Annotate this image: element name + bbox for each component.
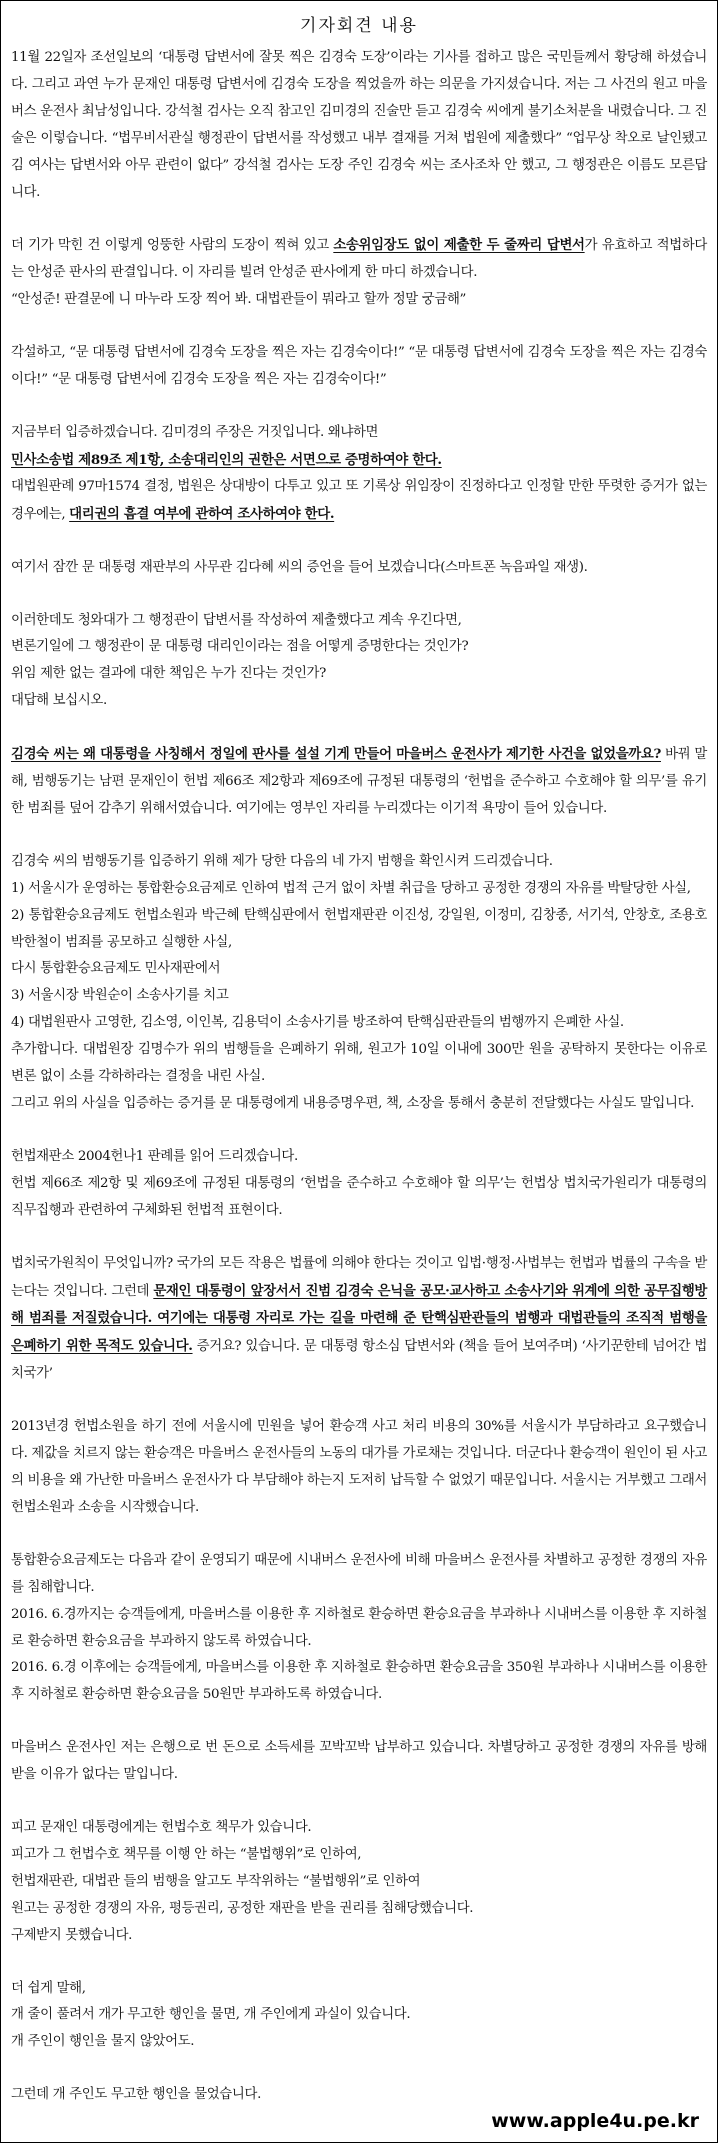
paragraph-fare-after: 2016. 6.경 이후에는 승객들에게, 마을버스를 이용한 후 지하철로 환승하면 환승요금을 350원 부과하나 시내버스를 이용한 후 지하철로 환승하면 환승요금을 50원만 부과하도록 하였습니다. bbox=[11, 1660, 707, 1703]
precedent-citation: 대법원판례 97마1574 결정, 법원은 상대방이 다투고 있고 또 기록상 위임장이 진정하다고 인정할 만한 뚜렷한 증거가 없는 경우에는, 대리권의 흠결 여부에 관하여 조사하여야 한다. bbox=[11, 478, 707, 522]
paragraph-taxes: 마을버스 운전사인 저는 은행으로 번 돈으로 소득세를 꼬박꼬박 납부하고 있습니다. 차별당하고 공정한 경쟁의 자유를 방해받을 이유가 없다는 말입니다. bbox=[11, 1740, 707, 1783]
duty-line: 헌법재판관, 대법관 들의 범행을 알고도 부작위하는 “불법행위”로 인하여 bbox=[11, 1873, 421, 1889]
analogy-line: 개 주인이 행인을 물지 않았어도. bbox=[11, 2034, 195, 2050]
list-item: 추가합니다. 대법원장 김명수가 위의 범행들을 은폐하기 위해, 원고가 10일 이내에 300만 원을 공탁하지 못한다는 이유로 변론 없이 소를 각하하라는 결정을 내린 사실. bbox=[11, 1042, 707, 1085]
document-body bbox=[11, 45, 707, 2109]
list-item: 1) 서울시가 운영하는 통합환승요금제로 인하여 법적 근거 없이 차별 취급을 당하고 공정한 경쟁의 자유를 박탈당한 사실, bbox=[11, 880, 691, 896]
list-item: 2) 통합환승요금제도 헌법소원과 박근혜 탄핵심판에서 헌법재판관 이진성, 강일원, 이정미, 김창종, 서기석, 안창호, 조용호 박한철이 범죄를 공모하고 실행한 사실, bbox=[11, 907, 707, 950]
list-item: 3) 서울시장 박원순이 소송사기를 치고 bbox=[11, 988, 229, 1004]
paragraph-testimony: 여기서 잠깐 문 대통령 재판부의 사무관 김다혜 씨의 증언을 들어 보겠습니다(스마트폰 녹음파일 재생). bbox=[11, 559, 588, 575]
website-url: www.apple4u.pe.kr bbox=[491, 2110, 699, 2132]
underlined-phrase: 소송위임장도 없이 제출한 두 줄짜리 답변서 bbox=[333, 237, 585, 254]
paragraph-proof-intro: 지금부터 입증하겠습니다. 김미경의 주장은 거짓입니다. 왜냐하면 bbox=[11, 424, 379, 440]
paragraph-background: 2013년경 헌법소원을 하기 전에 서울시에 민원을 넣어 환승객 사고 처리 비용의 30%를 서울시가 부담하라고 요구했습니다. 제값을 치르지 않는 환승객은 마을버스 운전사들의 노동의 대가를 가로채는 것입니다. 더군다나 환승객이 원인이 된 사고의 비용을 왜 가난한 마을버스 운전사가 다 부담해야 하는지 도저히 납득할 수 없었기 때문입니다. 서울시는 거부했고 그래서 헌법소원과 소송을 시작했습니다. bbox=[11, 1419, 707, 1515]
list-item: 그리고 위의 사실을 입증하는 증거를 문 대통령에게 내용증명우편, 책, 소장을 통해서 충분히 전달했다는 사실도 말입니다. bbox=[11, 1096, 695, 1111]
underlined-phrase: 대리권의 흠결 여부에 관하여 조사하여야 한다. bbox=[69, 505, 335, 522]
paragraph-fare-before: 2016. 6.경까지는 승객들에게, 마을버스를 이용한 후 지하철로 환승하면 환승요금을 부과하나 시내버스를 이용한 후 지하철로 환승하면 환승요금을 부과하지 않도록 하였습니다. bbox=[11, 1606, 708, 1649]
paragraph-fare-system: 통합환승요금제도는 다음과 같이 운영되기 때문에 시내버스 운전사에 비해 마을버스 운전사를 차별하고 공정한 경쟁의 자유를 침해합니다. bbox=[11, 1552, 707, 1595]
list-item: 4) 대법원판사 고영한, 김소영, 이인복, 김용덕이 소송사기를 방조하여 탄핵심판관들의 범행까지 은폐한 사실. bbox=[11, 1015, 624, 1031]
duty-line: 구제받지 못했습니다. bbox=[11, 1927, 133, 1943]
paragraph-quote: “안성준! 판결문에 니 마누라 도장 찍어 봐. 대법관들이 뭐라고 할까 정말 궁금해” bbox=[11, 292, 467, 308]
question-line: 위임 제한 없는 결과에 대한 책임은 누가 진다는 것인가? bbox=[11, 666, 326, 682]
law-citation: 민사소송법 제89조 제1항, 소송대리인의 권한은 서면으로 증명하여야 한다. bbox=[11, 451, 442, 468]
precedent-text: 헌법 제66조 제2항 및 제69조에 규정된 대통령의 ‘헌법을 준수하고 수호해야 할 의무’는 헌법상 법치국가원리가 대통령의 직무집행과 관련하여 구체화된 헌법적 표현이다. bbox=[11, 1175, 707, 1218]
analogy-line: 더 쉽게 말해, bbox=[11, 1980, 86, 1996]
underlined-phrase: 김경숙 씨는 왜 대통령을 사칭해서 정일에 판사를 설설 기게 만들어 마을버스 운전사가 제기한 사건을 없었을까요? bbox=[11, 746, 661, 763]
precedent-heading: 헌법재판소 2004헌나1 판례를 읽어 드리겠습니다. bbox=[11, 1148, 298, 1164]
document-title: 기자회견 내용 bbox=[300, 16, 418, 36]
paragraph-repeat-claim: 각설하고, “문 대통령 답변서에 김경숙 도장을 찍은 자는 김경숙이다!” “문 대통령 답변서에 김경숙 도장을 찍은 자는 김경숙이다!” “문 대통령 답변서에 김경숙 도장을 찍은 자는 김경숙이다!” bbox=[11, 345, 707, 388]
closing-line: 그런데 개 주인도 무고한 행인을 물었습니다. bbox=[11, 2087, 261, 2103]
duty-line: 피고 문재인 대통령에게는 헌법수호 책무가 있습니다. bbox=[11, 1820, 312, 1836]
duty-line: 원고는 공정한 경쟁의 자유, 평등권리, 공정한 재판을 받을 권리를 침해당했습니다. bbox=[11, 1900, 474, 1916]
duty-line: 피고가 그 헌법수호 책무를 이행 안 하는 “불법행위”로 인하여, bbox=[11, 1846, 362, 1862]
paragraph-motive: 김경숙 씨는 왜 대통령을 사칭해서 정일에 판사를 설설 기게 만들어 마을버스 운전사가 제기한 사건을 없었을까요? 바꿔 말해, 범행동기는 남편 문재인이 헌법 제66조 제2항과 제69조에 규정된 대통령의 ‘헌법을 준수하고 수호해야 할 의무’를 유기한 범죄를 덮어 감추기 위해서였습니다. 여기에는 영부인 자리를 누리겠다는 이기적 욕망이 들어 있습니다. bbox=[11, 746, 707, 816]
paragraph-judgment: 더 기가 막힌 건 이렇게 엉뚱한 사람의 도장이 찍혀 있고 소송위임장도 없이 제출한 두 줄짜리 답변서가 유효하고 적법하다는 안성준 판사의 판결입니다. 이 자리를 빌려 안성준 판사에게 한 마디 하겠습니다. bbox=[11, 237, 707, 281]
underlined-phrase: 문재인 대통령이 앞장서서 진범 김경숙 은닉을 공모·교사하고 소송사기와 위계에 의한 공무집행방해 범죄를 저질렀습니다. 여기에는 대통령 자리로 가는 길을 마련해 준 탄핵심판관들의 범행과 대법관들의 조직적 범행을 은폐하기 위한 목적도 있습니다. bbox=[11, 1282, 707, 1355]
analogy-line: 개 줄이 풀려서 개가 무고한 행인을 물면, 개 주인에게 과실이 있습니다. bbox=[11, 2007, 411, 2023]
paragraph-rule-of-law: 법치국가원칙이 무엇입니까? 국가의 모든 작용은 법률에 의해야 한다는 것이고 입법·행정·사법부는 헌법과 법률의 구속을 받는다는 것입니다. 그런데 문재인 대통령이 앞장서서 진범 김경숙 은닉을 공모·교사하고 소송사기와 위계에 의한 공무집행방해 범죄를 저질렀습니다. 여기에는 대통령 자리로 가는 길을 마련해 준 탄핵심판관들의 범행과 대법관들의 조직적 범행을 은폐하기 위한 목적도 있습니다. 증거요? 있습니다. 문 대통령 항소심 답변서와 (책을 들어 보여주며) ‘사기꾼한테 넘어간 법치국가’ bbox=[11, 1255, 707, 1382]
list-intro: 김경숙 씨의 범행동기를 입증하기 위해 제가 당한 다음의 네 가지 범행을 확인시켜 드리겠습니다. bbox=[11, 853, 553, 869]
question-line: 대답해 보십시오. bbox=[11, 693, 107, 709]
paragraph-intro: 11월 22일자 조선일보의 ‘대통령 답변서에 잘못 찍은 김경숙 도장’이라는 기사를 접하고 많은 국민들께서 황당해 하셨습니다. 그리고 과연 누가 문재인 대통령 답변서에 김경숙 도장을 찍었을까 하는 의문을 가지셨습니다. 저는 그 사건의 원고 마을버스 운전사 최남성입니다. 강석철 검사는 오직 참고인 김미경의 진술만 듣고 김경숙 씨에게 불기소처분을 내렸습니다. 그 진술은 이렇습니다. “법무비서관실 행정관이 답변서를 작성했고 내부 결재를 거쳐 법원에 제출했다” “업무상 착오로 날인됐고 김 여사는 답변서와 아무 관련이 없다” 강석철 검사는 도장 주인 김경숙 씨는 조사조차 안 했고, 그 행정관은 이름도 모른답니다. bbox=[11, 50, 707, 200]
question-line: 변론기일에 그 행정관이 문 대통령 대리인이라는 점을 어떻게 증명한다는 것인가? bbox=[11, 639, 469, 655]
list-item: 다시 통합환승요금제도 민사재판에서 bbox=[11, 961, 221, 977]
question-line: 이러한데도 청와대가 그 행정관이 답변서를 작성하여 제출했다고 계속 우긴다면, bbox=[11, 612, 462, 628]
